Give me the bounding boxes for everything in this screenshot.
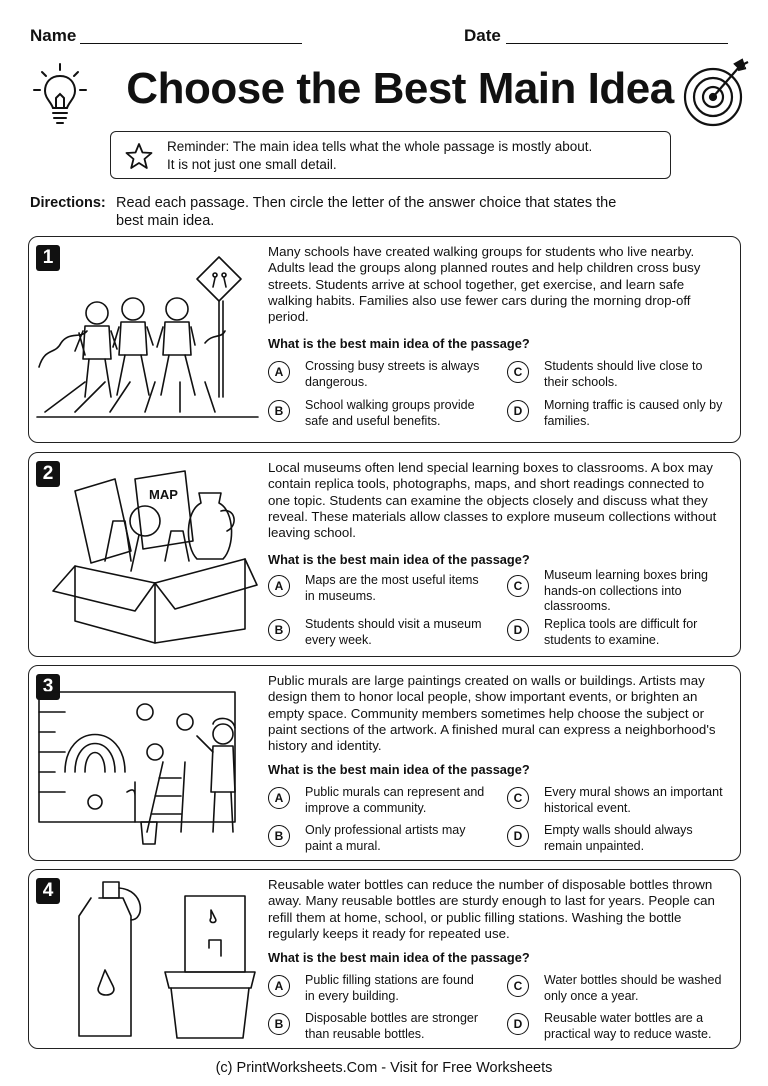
option-text: Public murals can represent and improve a community. (305, 785, 485, 815)
passage-text: Public murals are large paintings created on walls or buildings. Artists may design them to honor local people, show important events, or brighten an empty space. Community members sometimes help choose the subject or paint sections of the artwork. A finished mural can express a neighborhood's history and identity. (268, 673, 716, 754)
option-text: Water bottles should be washed only once a year. (544, 973, 722, 1003)
map-label: MAP (149, 487, 178, 502)
option-letter[interactable]: C (507, 975, 529, 997)
option-text: Only professional artists may paint a mural. (305, 823, 466, 853)
question-number: 3 (36, 674, 60, 700)
question-prompt: What is the best main idea of the passage? (268, 950, 530, 965)
footer-credit: (c) PrintWorksheets.Com - Visit for Free Worksheets (215, 1060, 553, 1076)
passage-text: Reusable water bottles can reduce the number of disposable bottles thrown away. Many reusable bottles are sturdy enough to last for years. People can refill them at home, school, or public filling stations. Washing the bottle regularly keeps it ready for repeated use. (268, 877, 715, 941)
passage-text: Many schools have created walking groups for students who live nearby. Adults lead the groups along planned routes and help children cross busy streets. Students arrive at school together, get exercise, and learn safe walking habits. Families also use fewer cars during the morning drop-off period. (268, 244, 701, 325)
question-card-1 (28, 236, 741, 443)
target-icon (680, 56, 750, 130)
question-prompt: What is the best main idea of the passage? (268, 762, 530, 777)
option-text: Disposable bottles are stronger than reusable bottles. (305, 1011, 479, 1041)
option-letter[interactable]: A (268, 361, 290, 383)
option-text: Every mural shows an important historical event. (544, 785, 723, 815)
reminder-line-2: It is not just one small detail. (167, 157, 337, 172)
name-label: Name (30, 26, 77, 45)
page-title: Choose the Best Main Idea (126, 64, 674, 113)
option-text: Morning traffic is caused only by families. (544, 398, 723, 428)
directions-text: Read each passage. Then circle the letter of the answer choice that states the best main idea. (116, 195, 617, 229)
museum-box-illustration (35, 461, 260, 651)
option-text: Replica tools are difficult for students to examine. (544, 617, 698, 647)
passage-text: Local museums often lend special learning boxes to classrooms. A box may contain replica tools, photographs, maps, and short readings connected to one topic. Students can examine the objects closely and discuss what they reveal. These materials allow classes to explore museum collections without leaving school. (268, 460, 717, 541)
option-text: Students should live close to their schools. (544, 359, 703, 389)
option-letter[interactable]: B (268, 825, 290, 847)
question-card-2 (28, 452, 741, 657)
reminder-line-1: Reminder: The main idea tells what the whole passage is mostly about. (167, 139, 593, 154)
question-number: 2 (36, 461, 60, 487)
option-letter[interactable]: A (268, 787, 290, 809)
question-prompt: What is the best main idea of the passage? (268, 552, 530, 567)
question-number: 1 (36, 245, 60, 271)
walking-group-illustration (35, 247, 260, 437)
name-field[interactable] (80, 43, 302, 44)
question-card-4 (28, 869, 741, 1049)
option-text: Empty walls should always remain unpainted. (544, 823, 693, 853)
option-text: School walking groups provide safe and useful benefits. (305, 398, 475, 428)
star-icon (125, 142, 153, 170)
reminder-box (110, 131, 671, 179)
option-letter[interactable]: D (507, 619, 529, 641)
option-text: Museum learning boxes bring hands-on collections into classrooms. (544, 568, 708, 613)
reminder-text (167, 138, 592, 174)
header-row (30, 26, 730, 50)
option-letter[interactable]: A (268, 575, 290, 597)
option-letter[interactable]: B (268, 1013, 290, 1035)
option-letter[interactable]: C (507, 361, 529, 383)
lightbulb-icon (30, 60, 90, 130)
option-letter[interactable]: D (507, 400, 529, 422)
question-number: 4 (36, 878, 60, 904)
date-label: Date (464, 26, 501, 45)
mural-illustration (35, 672, 260, 858)
option-letter[interactable]: B (268, 400, 290, 422)
option-text: Public filling stations are found in every building. (305, 973, 474, 1003)
date-field[interactable] (506, 43, 728, 44)
water-bottle-illustration (35, 876, 260, 1046)
option-letter[interactable]: C (507, 787, 529, 809)
option-letter[interactable]: D (507, 1013, 529, 1035)
option-letter[interactable]: C (507, 575, 529, 597)
option-letter[interactable]: B (268, 619, 290, 641)
option-text: Crossing busy streets is always dangerous. (305, 359, 480, 389)
option-text: Reusable water bottles are a practical way to reduce waste. (544, 1011, 712, 1041)
option-text: Students should visit a museum every week. (305, 617, 482, 647)
option-text: Maps are the most useful items in museums. (305, 573, 479, 603)
question-prompt: What is the best main idea of the passage? (268, 336, 530, 351)
option-letter[interactable]: A (268, 975, 290, 997)
directions-label: Directions: (30, 195, 106, 211)
option-letter[interactable]: D (507, 825, 529, 847)
question-card-3 (28, 665, 741, 861)
